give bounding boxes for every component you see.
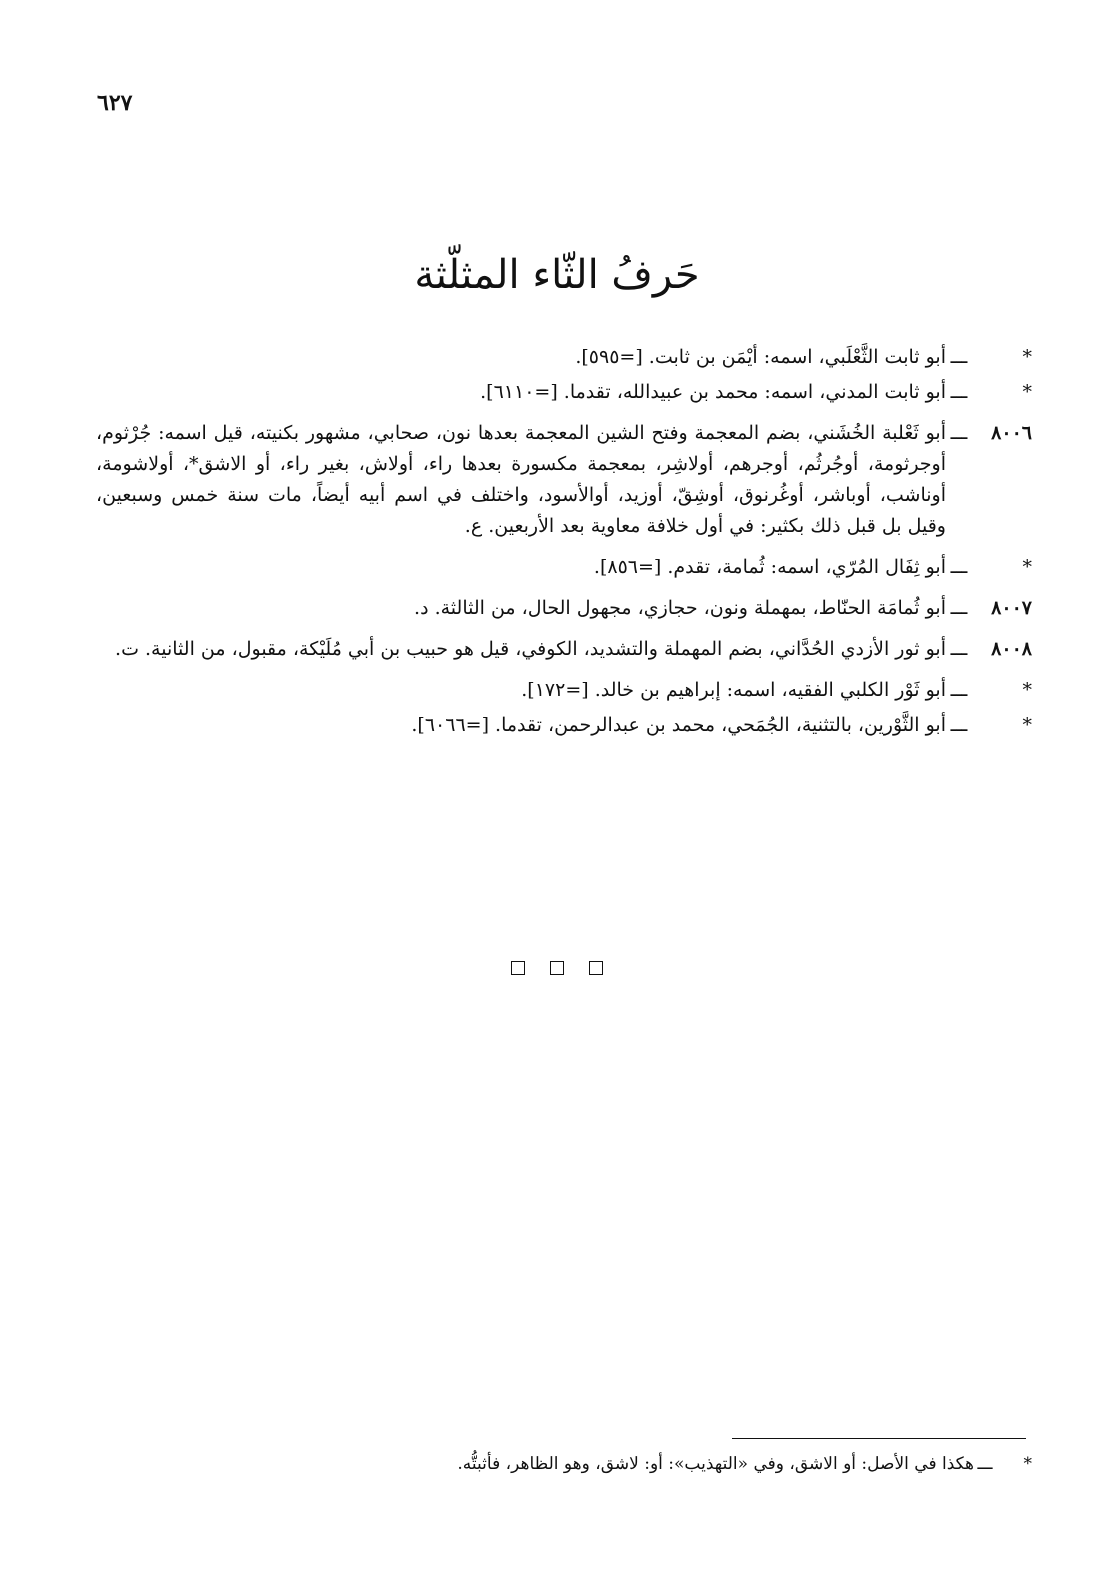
list-item <box>96 593 1032 624</box>
list-item <box>96 377 1032 408</box>
entry-text: أبو ثور الأزدي الحُدَّاني، بضم المهملة والتشديد، الكوفي، قيل هو حبيب بن أبي مُلَيْكة، مقبول، من الثانية. ت. <box>115 638 946 660</box>
list-item <box>96 710 1032 741</box>
section-end-marks <box>0 960 1114 979</box>
entry-number: ٨٠٠٧ <box>991 597 1032 619</box>
dash-separator: ـــ <box>950 597 968 619</box>
page-number: ٦٢٧ <box>97 90 133 116</box>
list-item <box>96 552 1032 583</box>
entry-text: أبو ثابت الثَّعْلَبي، اسمه: أيْمَن بن ثابت. [=٥٩٥]. <box>575 346 946 368</box>
square-mark <box>511 961 525 975</box>
entry-text: أبو ثَعْلبة الخُشَني، بضم المعجمة وفتح الشين المعجمة بعدها نون، صحابي، مشهور بكنيته، قيل اسمه: جُرْثوم، أوجرثومة، أوجُرثُم، أوجرهم، أولاشِر، بمعجمة مكسورة بعدها راء، أولاش، بغير راء، أو الاشق*، أولاشومة، أوناشب، أوباشر، أوغُرنوق، أوشِقّ، أوزيد، أوالأسود، واختلف في اسم أبيه أيضاً، مات سنة خمس وسبعين، وقيل بل قبل ذلك بكثير: في أول خلافة معاوية بعد الأربعين. ع. <box>96 422 946 537</box>
list-item <box>96 634 1032 665</box>
footnote <box>120 1454 1032 1474</box>
entries-list <box>96 342 1032 751</box>
asterisk-marker: * <box>1022 381 1032 403</box>
entry-text: أبو ثابت المدني، اسمه: محمد بن عبيدالله، تقدما. [=٦١١٠]. <box>480 381 946 403</box>
entry-text: أبو الثَّوْرين، بالتثنية، الجُمَحي، محمد بن عبدالرحمن، تقدما. [=٦٠٦٦]. <box>411 714 946 736</box>
list-item <box>96 342 1032 373</box>
list-item <box>96 418 1032 542</box>
asterisk-marker: * <box>1022 679 1032 701</box>
list-item <box>96 675 1032 706</box>
dash-separator: ـــ <box>977 1454 993 1474</box>
dash-separator: ـــ <box>950 714 968 736</box>
chapter-title: حَرفُ الثّاء المثلّثة <box>414 252 700 298</box>
footnote-divider <box>732 1438 1026 1439</box>
entry-number: ٨٠٠٦ <box>991 422 1032 444</box>
asterisk-marker: * <box>1022 346 1032 368</box>
entry-text: أبو ثِفَال المُرّي، اسمه: ثُمامة، تقدم. [=٨٥٦]. <box>593 556 946 578</box>
footnote-marker: * <box>1023 1454 1032 1474</box>
asterisk-marker: * <box>1022 714 1032 736</box>
square-mark <box>589 961 603 975</box>
asterisk-marker: * <box>1022 556 1032 578</box>
dash-separator: ـــ <box>950 346 968 368</box>
dash-separator: ـــ <box>950 422 968 444</box>
entry-text: أبو ثَوْر الكلبي الفقيه، اسمه: إبراهيم بن خالد. [=١٧٢]. <box>521 679 946 701</box>
dash-separator: ـــ <box>950 556 968 578</box>
dash-separator: ـــ <box>950 638 968 660</box>
dash-separator: ـــ <box>950 381 968 403</box>
footnote-text: هكذا في الأصل: أو الاشق، وفي «التهذيب»: أو: لاشق، وهو الظاهر، فأثبتُّه. <box>457 1454 974 1474</box>
dash-separator: ـــ <box>950 679 968 701</box>
square-mark <box>550 961 564 975</box>
entry-text: أبو ثُمامَة الحنّاط، بمهملة ونون، حجازي، مجهول الحال، من الثالثة. د. <box>414 597 946 619</box>
entry-number: ٨٠٠٨ <box>991 638 1032 660</box>
